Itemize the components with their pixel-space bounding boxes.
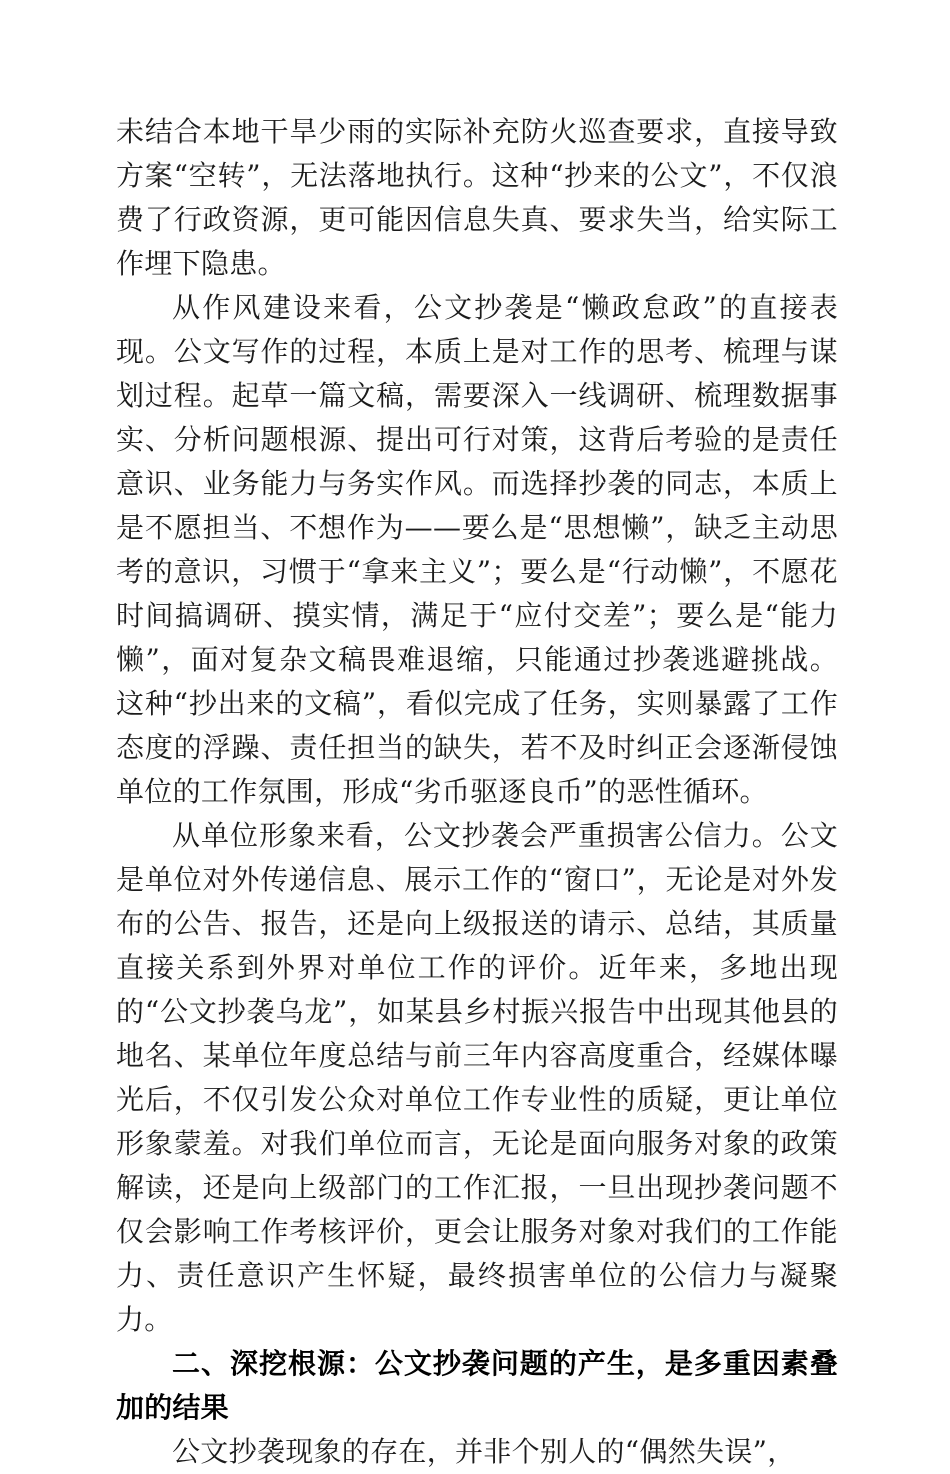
section-heading-2: 二、深挖根源：公文抄袭问题的产生，是多重因素叠加的结果	[116, 1347, 838, 1424]
paragraph-2: 从作风建设来看，公文抄袭是“懒政怠政”的直接表现。公文写作的过程，本质上是对工作的思考、梳理与谋划过程。起草一篇文稿，需要深入一线调研、梳理数据事实、分析问题根源、提出可行对策，这背后考验的是责任意识、业务能力与务实作风。而选择抄袭的同志，本质上是不愿担当、不想作为——要么是“思想懒”，缺乏主动思考的意识，习惯于“拿来主义”；要么是“行动懒”，不愿花时间搞调研、摸实情，满足于“应付交差”；要么是“能力懒”，面对复杂文稿畏难退缩，只能通过抄袭逃避挑战。这种“抄出来的文稿”，看似完成了任务，实则暴露了工作态度的浮躁、责任担当的缺失，若不及时纠正会逐渐侵蚀单位的工作氛围，形成“劣币驱逐良币”的恶性循环。	[116, 291, 838, 808]
paragraph-3: 从单位形象来看，公文抄袭会严重损害公信力。公文是单位对外传递信息、展示工作的“窗口”，无论是对外发布的公告、报告，还是向上级报送的请示、总结，其质量直接关系到外界对单位工作的评价。近年来，多地出现的“公文抄袭乌龙”，如某县乡村振兴报告中出现其他县的地名、某单位年度总结与前三年内容高度重合，经媒体曝光后，不仅引发公众对单位工作专业性的质疑，更让单位形象蒙羞。对我们单位而言，无论是面向服务对象的政策解读，还是向上级部门的工作汇报，一旦出现抄袭问题不仅会影响工作考核评价，更会让服务对象对我们的工作能力、责任意识产生怀疑，最终损害单位的公信力与凝聚力。	[116, 819, 838, 1336]
paragraph-1: 未结合本地干旱少雨的实际补充防火巡查要求，直接导致方案“空转”，无法落地执行。这种“抄来的公文”，不仅浪费了行政资源，更可能因信息失真、要求失当，给实际工作埋下隐患。	[116, 115, 838, 280]
paragraph-4: 公文抄袭现象的存在，并非个别人的“偶然失误”，	[172, 1435, 796, 1468]
document-body	[116, 110, 838, 1474]
